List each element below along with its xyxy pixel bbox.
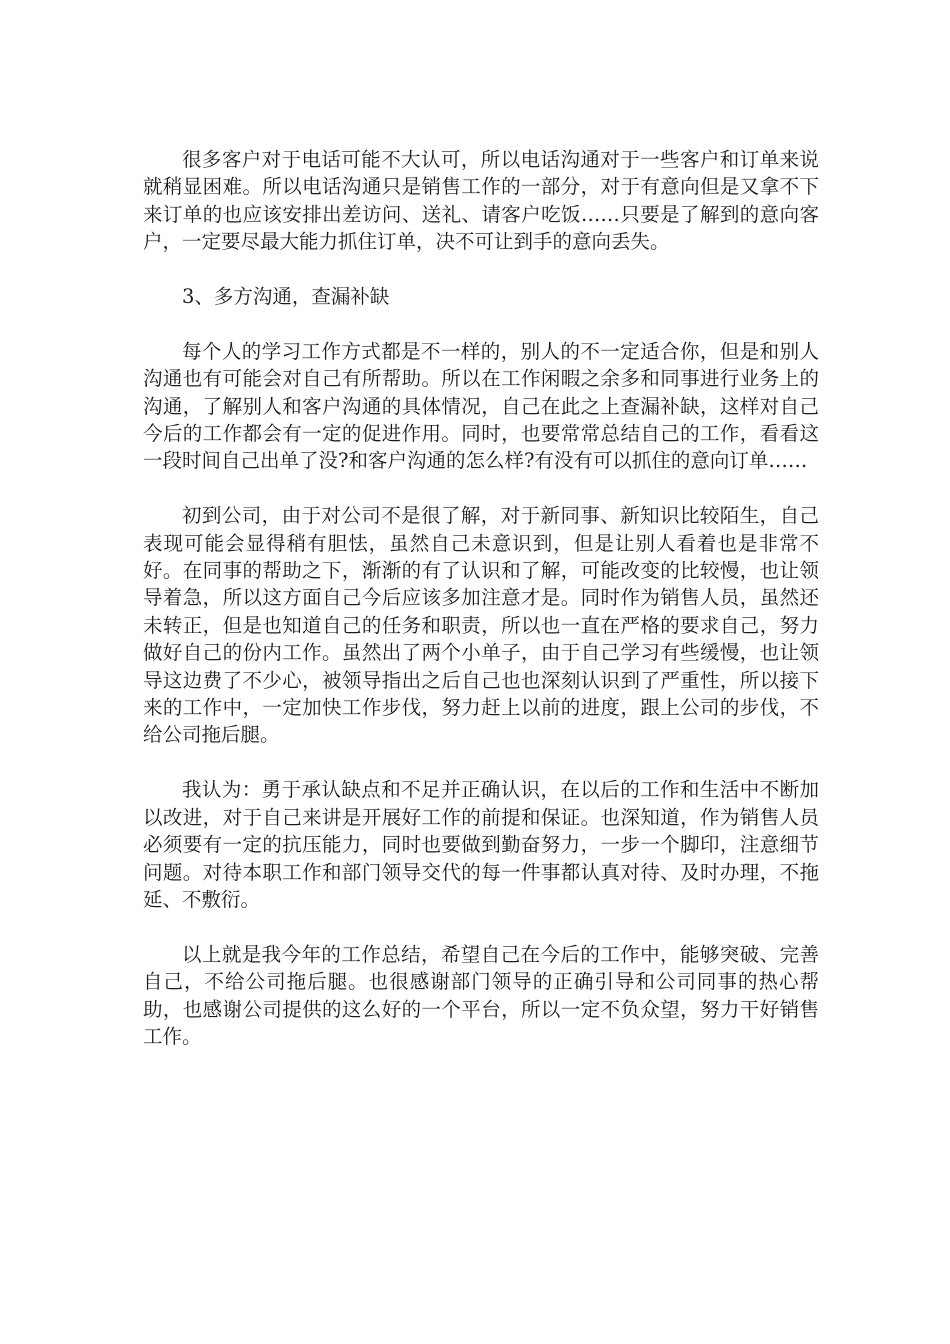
- document-body: [143, 146, 819, 1078]
- section-heading-communication: 3、多方沟通，查漏补缺: [182, 285, 390, 309]
- paragraph-self-reflection: 我认为：勇于承认缺点和不足并正确认识，在以后的工作和生活中不断加以改进，对于自己来讲是开展好工作的前提和保证。也深知道，作为销售人员必须要有一定的抗压能力，同时也要做到勤奋努力，一步一个脚印，注意细节问题。对待本职工作和部门领导交代的每一件事都认真对待、及时办理，不拖延、不敷衍。: [143, 778, 819, 911]
- paragraph-joining-company: 初到公司，由于对公司不是很了解，对于新同事、新知识比较陌生，自己表现可能会显得稍有胆怯，虽然自己未意识到，但是让别人看着也是非常不好。在同事的帮助之下，渐渐的有了认识和了解，可能改变的比较慢，也让领导着急，所以这方面自己今后应该多加注意才是。同时作为销售人员，虽然还未转正，但是也知道自己的任务和职责，所以也一直在严格的要求自己，努力做好自己的份内工作。虽然出了两个小单子，由于自己学习有些缓慢，也让领导这边费了不少心，被领导指出之后自己也也深刻认识到了严重性，所以接下来的工作中，一定加快工作步伐，努力赶上以前的进度，跟上公司的步伐，不给公司拖后腿。: [143, 504, 819, 747]
- paragraph-phone-communication: 很多客户对于电话可能不大认可，所以电话沟通对于一些客户和订单来说就稍显困难。所以电话沟通只是销售工作的一部分，对于有意向但是又拿不下来订单的也应该安排出差访问、送礼、请客户吃饭……只要是了解到的意向客户，一定要尽最大能力抓住订单，决不可让到手的意向丢失。: [143, 148, 819, 254]
- paragraph-conclusion: 以上就是我今年的工作总结，希望自己在今后的工作中，能够突破、完善自己，不给公司拖后腿。也很感谢部门领导的正确引导和公司同事的热心帮助，也感谢公司提供的这么好的一个平台，所以一定不负众望，努力干好销售工作。: [143, 942, 819, 1048]
- paragraph-colleague-communication: 每个人的学习工作方式都是不一样的，别人的不一定适合你，但是和别人沟通也有可能会对自己有所帮助。所以在工作闲暇之余多和同事进行业务上的沟通，了解别人和客户沟通的具体情况，自己在此之上查漏补缺，这样对自己今后的工作都会有一定的促进作用。同时，也要常常总结自己的工作，看看这一段时间自己出单了没?和客户沟通的怎么样?有没有可以抓住的意向订单……: [143, 339, 819, 473]
